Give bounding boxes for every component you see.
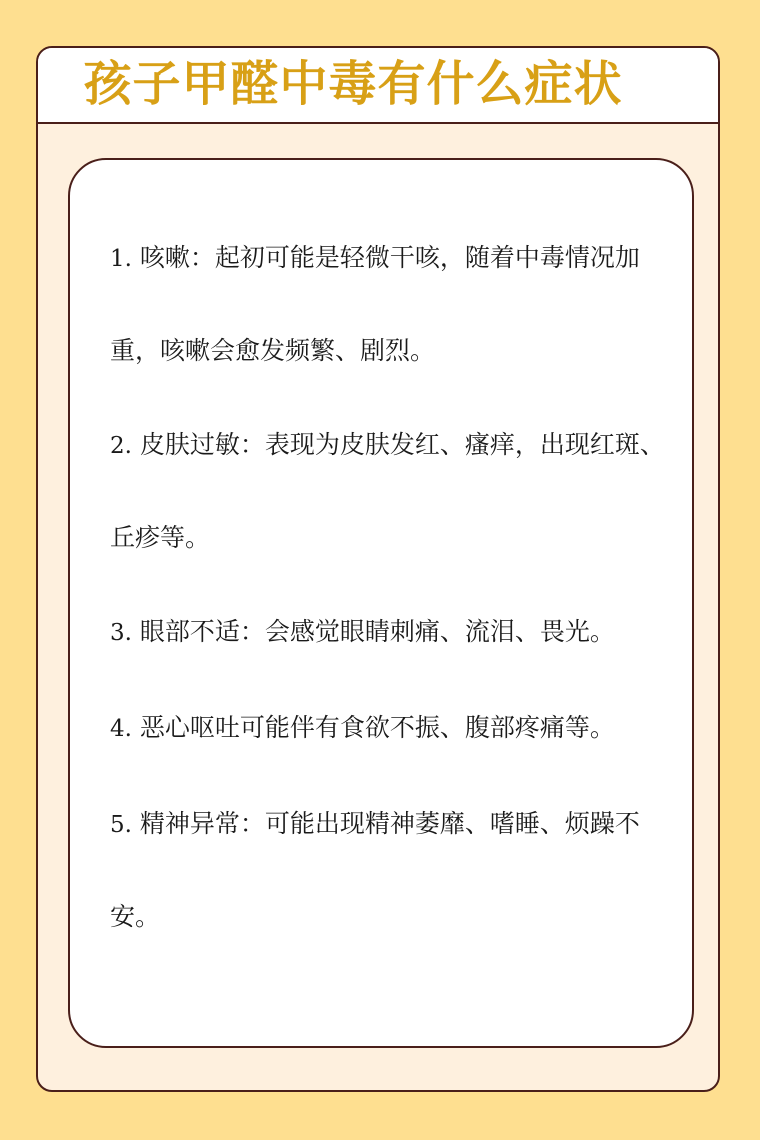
item-text: 眼部不适：会感觉眼睛刺痛、流泪、畏光。 (139, 617, 615, 646)
symptom-item-mental (110, 778, 670, 962)
page-title: 孩子甲醛中毒有什么症状 (83, 56, 623, 112)
symptom-item-cough (110, 212, 670, 396)
symptom-item-skin-allergy (110, 399, 670, 583)
item-number: 5. (110, 812, 132, 838)
item-number: 2. (110, 433, 132, 459)
item-text: 咳嗽：起初可能是轻微干咳，随着中毒情况加重，咳嗽会愈发频繁、剧烈。 (110, 243, 640, 365)
outer-card (36, 46, 720, 1092)
item-text: 恶心呕吐可能伴有食欲不振、腹部疼痛等。 (139, 713, 615, 742)
item-number: 4. (110, 716, 132, 742)
item-text: 精神异常：可能出现精神萎靡、嗜睡、烦躁不安。 (110, 809, 640, 931)
symptom-item-nausea (110, 682, 670, 775)
item-number: 3. (110, 620, 132, 646)
symptom-item-eye-discomfort (110, 586, 670, 679)
item-number: 1. (110, 246, 132, 272)
title-bar (38, 48, 718, 124)
symptom-list (110, 212, 670, 965)
item-text: 皮肤过敏：表现为皮肤发红、瘙痒，出现红斑、丘疹等。 (110, 430, 665, 552)
content-card (68, 158, 694, 1048)
